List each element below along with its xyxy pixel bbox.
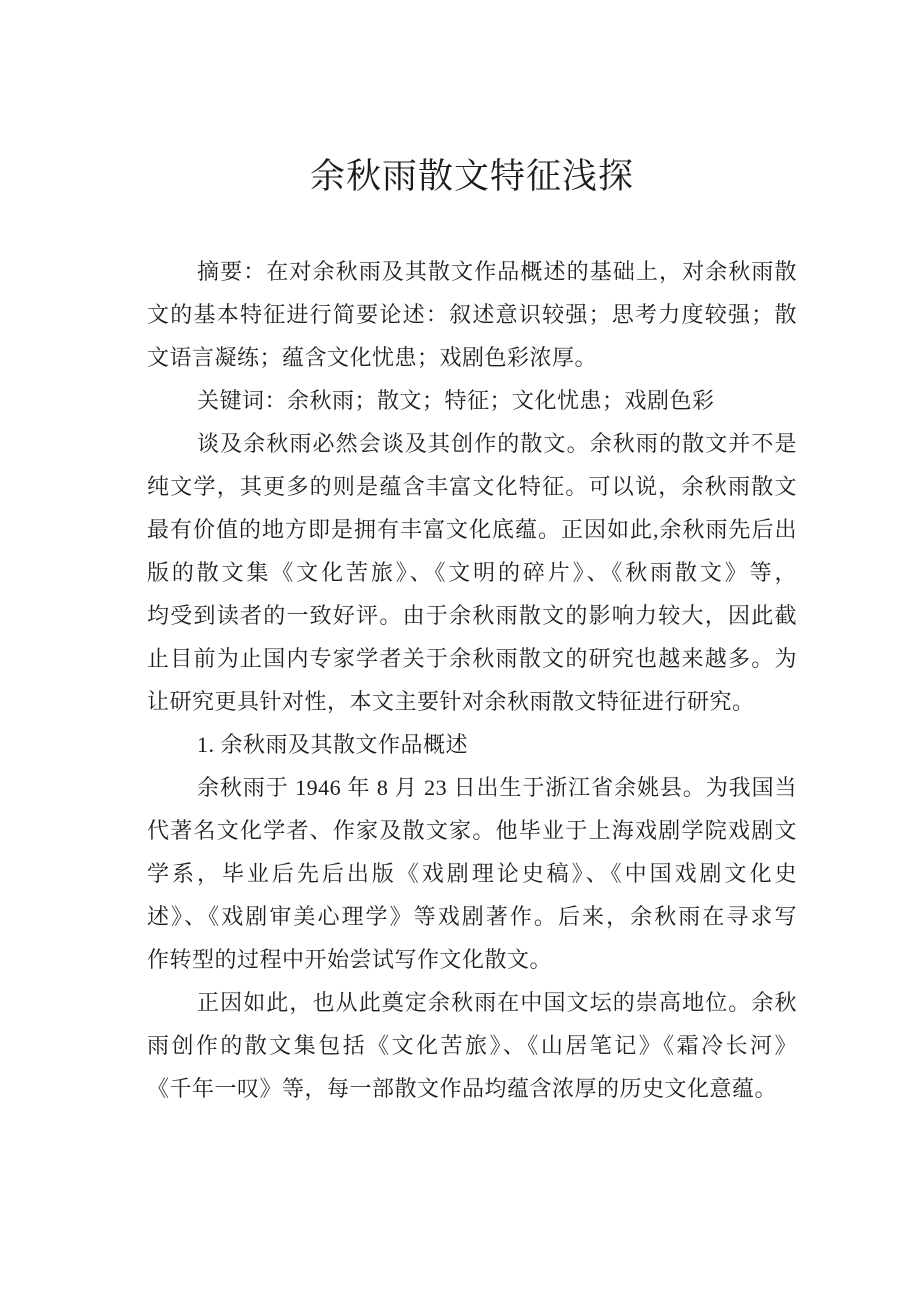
text-line: 纯文学，其更多的则是蕴含丰富文化特征。可以说，余秋雨散文 bbox=[147, 474, 797, 499]
text-line: 让研究更具针对性，本文主要针对余秋雨散文特征进行研究。 bbox=[147, 689, 755, 714]
text-line: 作转型的过程中开始尝试写作文化散文。 bbox=[147, 947, 553, 972]
text-line: 学系，毕业后先后出版《戏剧理论史稿》、《中国戏剧文化史 bbox=[147, 861, 797, 886]
text-line-section-heading: 1. 余秋雨及其散文作品概述 bbox=[197, 732, 469, 757]
text-line-abstract: 文的基本特征进行简要论述：叙述意识较强；思考力度较强；散 bbox=[147, 302, 797, 327]
text-line: 代著名文化学者、作家及散文家。他毕业于上海戏剧学院戏剧文 bbox=[147, 818, 797, 843]
text-line: 《千年一叹》等，每一部散文作品均蕴含浓厚的历史文化意蕴。 bbox=[147, 1076, 778, 1101]
text-line-abstract: 文语言凝练；蕴含文化忧患；戏剧色彩浓厚。 bbox=[147, 345, 598, 370]
text-line-keywords: 关键词：余秋雨；散文；特征；文化忧患；戏剧色彩 bbox=[197, 388, 715, 413]
document-body bbox=[147, 250, 797, 1110]
text-line: 版的散文集《文化苦旅》、《文明的碎片》、《秋雨散文》等， bbox=[147, 560, 797, 585]
text-line-abstract: 摘要：在对余秋雨及其散文作品概述的基础上，对余秋雨散 bbox=[197, 259, 797, 284]
text-line: 止目前为止国内专家学者关于余秋雨散文的研究也越来越多。为 bbox=[147, 646, 797, 671]
document-title: 余秋雨散文特征浅探 bbox=[309, 157, 634, 196]
text-line: 雨创作的散文集包括《文化苦旅》、《山居笔记》《霜冷长河》 bbox=[147, 1033, 797, 1058]
text-line: 余秋雨于 1946 年 8 月 23 日出生于浙江省余姚县。为我国当 bbox=[197, 775, 797, 800]
text-line: 最有价值的地方即是拥有丰富文化底蕴。正因如此,余秋雨先后出 bbox=[147, 517, 797, 542]
text-line: 述》、《戏剧审美心理学》等戏剧著作。后来，余秋雨在寻求写 bbox=[147, 904, 797, 929]
text-line: 均受到读者的一致好评。由于余秋雨散文的影响力较大，因此截 bbox=[147, 603, 797, 628]
text-line: 正因如此，也从此奠定余秋雨在中国文坛的崇高地位。余秋 bbox=[197, 990, 797, 1015]
text-line: 谈及余秋雨必然会谈及其创作的散文。余秋雨的散文并不是 bbox=[197, 431, 797, 456]
